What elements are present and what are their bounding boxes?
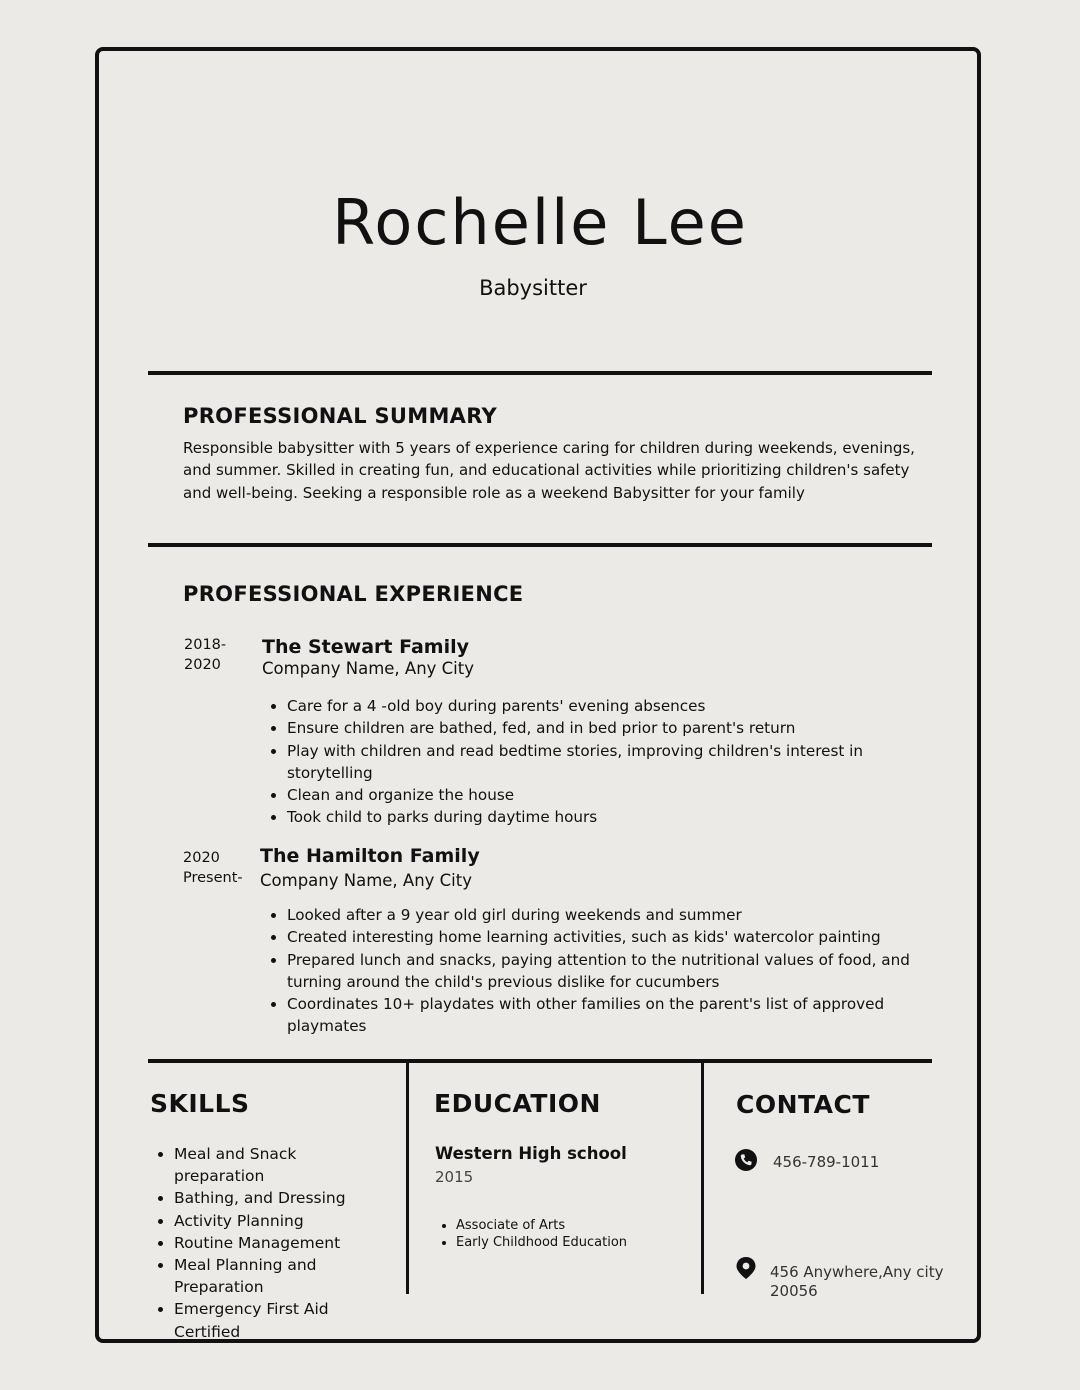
list-item: • Took child to parks during daytime hours bbox=[287, 806, 937, 828]
column-divider bbox=[406, 1062, 409, 1294]
job-date bbox=[184, 635, 226, 675]
divider bbox=[148, 543, 932, 547]
contact-heading: CONTACT bbox=[736, 1090, 870, 1119]
list-item: • Emergency First Aid Certified bbox=[174, 1298, 389, 1342]
divider bbox=[148, 371, 932, 375]
list-item: • Ensure children are bathed, fed, and in bed prior to parent's return bbox=[287, 717, 937, 739]
phone-icon bbox=[735, 1149, 757, 1171]
job-title: The Stewart Family bbox=[262, 636, 469, 658]
contact-address: 456 Anywhere,Any city 20056 bbox=[770, 1263, 944, 1300]
list-item: • Meal Planning and Preparation bbox=[174, 1254, 389, 1298]
job-company: Company Name, Any City bbox=[260, 871, 473, 890]
skills-list bbox=[149, 1143, 389, 1343]
list-item: • Looked after a 9 year old girl during weekends and summer bbox=[287, 904, 937, 926]
job-bullets bbox=[262, 695, 937, 829]
education-heading: EDUCATION bbox=[434, 1089, 601, 1118]
list-item: • Early Childhood Education bbox=[456, 1234, 706, 1251]
candidate-title: Babysitter bbox=[479, 276, 587, 300]
job-date-start: 2018- bbox=[184, 637, 227, 653]
list-item: • Activity Planning bbox=[174, 1210, 389, 1232]
list-item: • Associate of Arts bbox=[456, 1217, 706, 1234]
job-date-end: 2020 bbox=[184, 657, 221, 673]
list-item: • Meal and Snack preparation bbox=[174, 1143, 389, 1187]
job-bullets bbox=[262, 904, 937, 1038]
summary-heading: PROFESSIONAL SUMMARY bbox=[183, 404, 498, 428]
divider bbox=[148, 1059, 932, 1063]
list-item: • Bathing, and Dressing bbox=[174, 1187, 389, 1209]
contact-phone: 456-789-1011 bbox=[773, 1153, 880, 1171]
job-date-start: 2020 bbox=[183, 850, 220, 866]
job-company: Company Name, Any City bbox=[262, 659, 475, 678]
candidate-name: Rochelle Lee bbox=[332, 186, 748, 259]
job-date bbox=[183, 848, 243, 888]
list-item: • Prepared lunch and snacks, paying attention to the nutritional values of food, and turning around the child's previous dislike for cucumbers bbox=[287, 949, 937, 994]
column-divider bbox=[701, 1062, 704, 1294]
list-item: • Routine Management bbox=[174, 1232, 389, 1254]
education-school: Western High school bbox=[435, 1144, 627, 1163]
location-pin-icon bbox=[735, 1256, 757, 1280]
summary-text: Responsible babysitter with 5 years of experience caring for children during weekends, evenings, and summer. Skilled in creating fun, and educational activities while prioritizing children's safety and well-being. Seeking a responsible role as a weekend Babysitter for your family bbox=[183, 439, 915, 502]
skills-heading: SKILLS bbox=[150, 1089, 250, 1118]
education-year: 2015 bbox=[435, 1168, 474, 1186]
list-item: • Clean and organize the house bbox=[287, 784, 937, 806]
list-item: • Play with children and read bedtime stories, improving children's interest in storytelling bbox=[287, 740, 937, 785]
job-title: The Hamilton Family bbox=[260, 845, 480, 867]
list-item: • Created interesting home learning activities, such as kids' watercolor painting bbox=[287, 926, 937, 948]
list-item: • Coordinates 10+ playdates with other families on the parent's list of approved playmates bbox=[287, 993, 937, 1038]
job-date-end: Present- bbox=[183, 870, 243, 886]
list-item: • Care for a 4 -old boy during parents' evening absences bbox=[287, 695, 937, 717]
experience-heading: PROFESSIONAL EXPERIENCE bbox=[183, 582, 524, 606]
education-list bbox=[436, 1217, 706, 1251]
